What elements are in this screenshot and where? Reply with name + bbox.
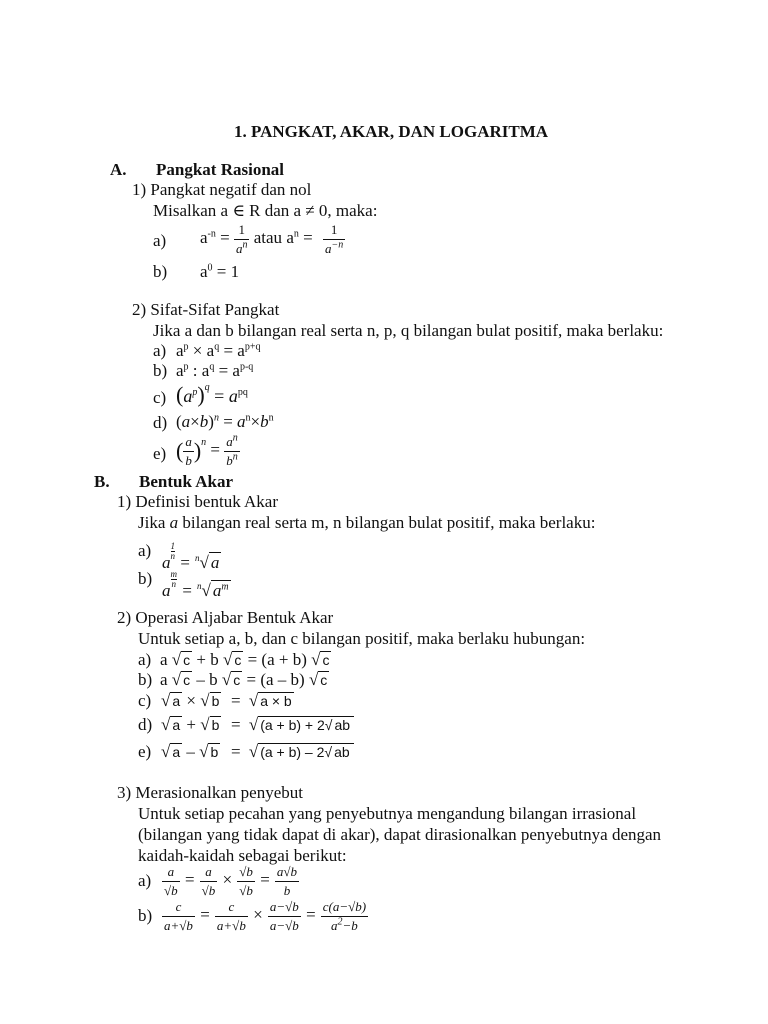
a1-item-a-formula: $a^{-n}$ = $\frac{1}{a^n}$ atau $a^n$ = $\frac{1}{a^{-n}}$ (200, 222, 344, 256)
a1-label: 1) Pangkat negatif dan nol (132, 180, 312, 199)
b1-intro-pre: Jika (138, 513, 170, 532)
b2-item-b-formula: a √ c – b √ c = (a – b) √ c (160, 670, 328, 689)
a2-intro: Jika a dan b bilangan real serta n, p, q bilangan bulat positif, maka berlaku: (153, 321, 664, 340)
a2-label: 2) Sifat-Sifat Pangkat (132, 300, 280, 319)
b1-item-b-formula: a $\frac{m}{n}$ = $^n$√ $a^m$ (162, 569, 229, 600)
b3-item-b-label: b) (138, 906, 153, 925)
b3-label: 3) Merasionalkan penyebut (117, 783, 303, 802)
b2-item-a-label: a) (138, 650, 152, 669)
b1-intro-post: bilangan real serta m, n bilangan bulat positif, maka berlaku: (178, 513, 596, 532)
section-a-heading: Pangkat Rasional (156, 160, 284, 179)
a2-item-e-formula: ( $\frac{a}{b}$ )$^n$ = $\frac{a^n}{b^n}$ (176, 432, 238, 468)
b2-item-c-rhs: = √ a × b (231, 691, 292, 710)
b3-item-a-formula: $\frac{a}{√b}$ = $\frac{a}{√b}$ × $\frac{√b}{√b}$ = $\frac{a√b}{b}$ (164, 864, 298, 898)
section-a-letter: A. (110, 160, 127, 179)
b2-item-e-label: e) (138, 742, 152, 761)
b3-item-b-formula: $\frac{c}{a+√b}$ = $\frac{c}{a+√b}$ × $\frac{a-√b}{a-√b}$ = $\frac{c(a-√b)}{a^2-b}$ (164, 899, 367, 933)
b2-item-e-lhs: √ a – √ b (161, 742, 219, 761)
b1-intro (138, 514, 595, 531)
a2-item-b-label: b) (153, 361, 168, 380)
b1-item-b-label: b) (138, 569, 153, 588)
b2-intro: Untuk setiap a, b, dan c bilangan positif, maka berlaku hubungan: (138, 629, 586, 648)
b2-item-e-rhs: = √ (a + b) – 2√ ab (231, 743, 354, 760)
b2-item-d-lhs: √ a + √ b (161, 715, 220, 734)
b2-item-d-rhs: = √ (a + b) + 2√ ab (231, 716, 354, 733)
page-title: 1. PANGKAT, AKAR, DAN LOGARITMA (234, 122, 549, 141)
a2-item-e-label: e) (153, 444, 167, 463)
section-b-heading: Bentuk Akar (139, 472, 233, 491)
a1-item-a-label: a) (153, 231, 167, 250)
b3-intro-line-2: (bilangan yang tidak dapat di akar), dapat dirasionalkan penyebutnya dengan (138, 825, 662, 844)
a2-item-c-formula: $(a^p)^q = a^{pq}$ (176, 382, 248, 407)
b3-intro-line-1: Untuk setiap pecahan yang penyebutnya mengandung bilangan irrasional (138, 804, 637, 823)
b1-item-a-label: a) (138, 541, 152, 560)
section-b-letter: B. (94, 472, 110, 491)
a2-item-a-formula: $a^p \times a^q = a^{p+q}$ (176, 341, 261, 360)
b2-item-a-formula: a √ c + b √ c = (a + b) √ c (160, 650, 330, 669)
a1-item-b-formula: $a^0 = 1$ (200, 262, 240, 281)
a2-item-b-formula: $a^p$ : $a^q = a^{p-q}$ (176, 361, 254, 380)
b2-item-d-label: d) (138, 715, 153, 734)
b2-item-c-lhs: √ a × √ b (161, 691, 220, 710)
b3-item-a-label: a) (138, 871, 152, 890)
a2-item-d-label: d) (153, 413, 168, 432)
a2-item-d-formula: $(a\times b)^n = a^n\times b^n$ (176, 412, 274, 431)
atau-word: atau (253, 228, 283, 247)
a1-intro: Misalkan a ∈ R dan a ≠ 0, maka: (153, 201, 378, 220)
a1-item-b-label: b) (153, 262, 168, 281)
a2-item-a-label: a) (153, 341, 167, 360)
b3-intro-line-3: kaidah-kaidah sebagai berikut: (138, 846, 347, 865)
b2-item-b-label: b) (138, 670, 153, 689)
b2-item-c-label: c) (138, 691, 152, 710)
b1-label: 1) Definisi bentuk Akar (117, 492, 278, 511)
b2-label: 2) Operasi Aljabar Bentuk Akar (117, 608, 334, 627)
b1-intro-var: a (169, 513, 179, 532)
b1-item-a-formula: a $\frac{1}{n}$ = $^n$√ a (162, 541, 220, 572)
a2-item-c-label: c) (153, 388, 167, 407)
